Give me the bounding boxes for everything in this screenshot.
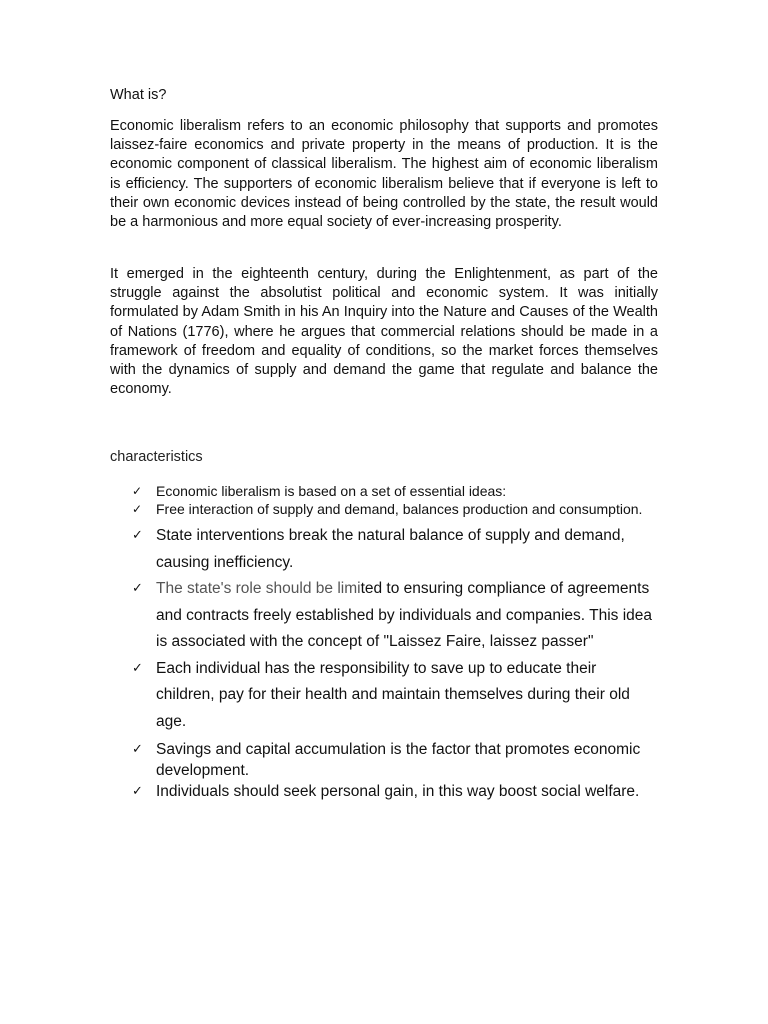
checklist-item	[132, 502, 658, 518]
checklist-item-text: Savings and capital accumulation is the factor that promotes economic development.	[156, 741, 641, 779]
checklist-item	[132, 484, 658, 500]
characteristics-checklist	[132, 484, 658, 802]
paragraph-history: It emerged in the eighteenth century, during the Enlightenment, as part of the struggle against the absolutist political and economic system. It was initially formulated by Adam Smith in his An Inquiry into the Nature and Causes of the Wealth of Nations (1776), where he argues that commercial relations should be made in a framework of freedom and equality of conditions, so the market forces themselves with the dynamics of supply and demand the game that regulate and balance the economy.	[110, 266, 658, 398]
checkmark-icon: ✓	[132, 660, 143, 676]
checklist-item-text-faded: The state's role should be limi	[156, 580, 361, 597]
checklist-item-text: Free interaction of supply and demand, balances production and consumption.	[156, 500, 643, 517]
checklist-item	[132, 656, 658, 736]
checklist-item-text: Each individual has the responsibility to save up to educate their children, pay for their health and maintain themselves during their old age.	[156, 659, 630, 730]
checkmark-icon: ✓	[132, 484, 143, 498]
checklist-item-text: State interventions break the natural balance of supply and demand, causing inefficiency.	[156, 527, 625, 571]
checkmark-icon: ✓	[132, 784, 143, 799]
checkmark-icon: ✓	[132, 528, 143, 543]
checklist-item-text: Individuals should seek personal gain, in this way boost social welfare.	[156, 783, 640, 800]
checklist-item-text: ted to ensuring compliance of agreements and contracts freely established by individuals and companies. This idea is associated with the concept of "Laissez Faire, laissez passer"	[156, 580, 652, 650]
checklist-item	[132, 781, 658, 802]
checkmark-icon: ✓	[132, 501, 143, 516]
checkmark-icon: ✓	[132, 581, 143, 596]
checklist-item	[132, 739, 658, 781]
section-heading-characteristics: characteristics	[110, 449, 203, 465]
checklist-item	[132, 576, 658, 656]
checklist-item-text: Economic liberalism is based on a set of essential ideas:	[156, 483, 507, 499]
checklist-item	[132, 523, 658, 576]
paragraph-definition: Economic liberalism refers to an economic philosophy that supports and promotes laissez-faire economics and private property in the means of production. It is the economic component of classical liberalism. The highest aim of economic liberalism is efficiency. The supporters of economic liberalism believe that if everyone is left to their own economic devices instead of being controlled by the state, the result would be a harmonious and more equal society of ever-increasing prosperity.	[110, 118, 658, 231]
section-heading-what-is: What is?	[110, 87, 167, 103]
checkmark-icon: ✓	[132, 742, 143, 757]
